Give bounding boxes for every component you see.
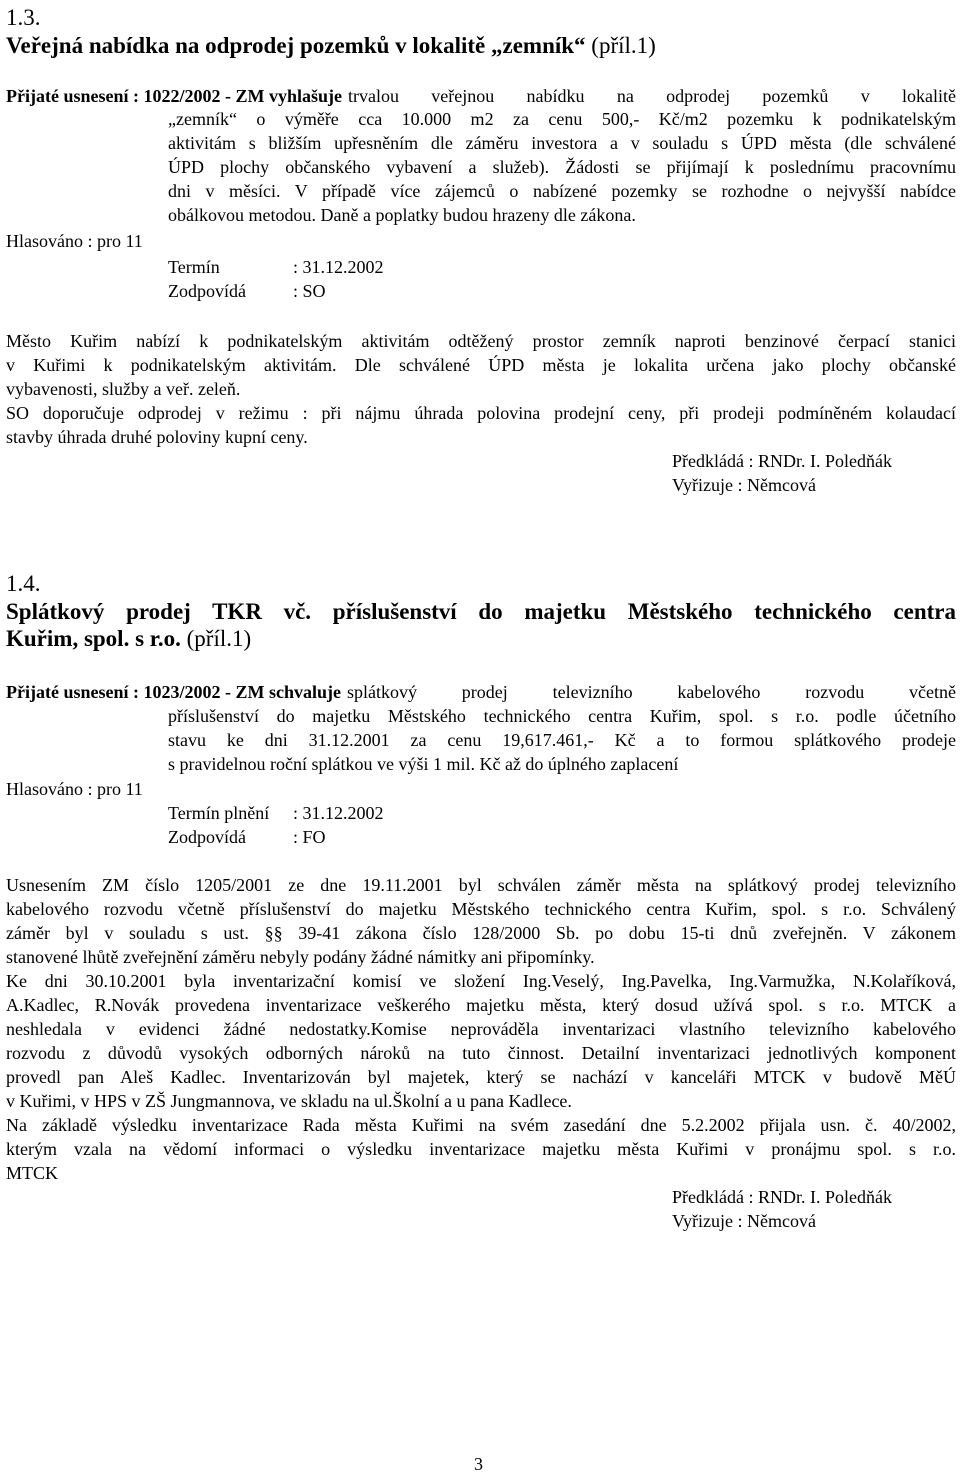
body-text: Usnesením ZM číslo 1205/2001 ze dne 19.11.2001 byl schválen záměr města na splátkový prodej televizního <box>6 875 956 895</box>
body-text: záměr byl v souladu s ust. §§ 39-41 zákona číslo 128/2000 Sb. po dobu 15-ti dnů zveřejněn. V zákonem <box>6 923 956 943</box>
deadline <box>168 802 384 824</box>
body-text: v Kuřimi, v HPS v ZŠ Jungmannova, ve skladu na ul.Školní a u pana Kadlece. <box>6 1091 572 1111</box>
deadline <box>168 256 384 278</box>
resolution-text: trvalou veřejnou nabídku na odprodej pozemků v lokalitě <box>347 86 956 106</box>
handled-by: Vyřizuje : Němcová <box>672 475 816 495</box>
section-title-text: Veřejná nabídka na odprodej pozemků v lokalitě „zemník“ <box>6 33 586 58</box>
resolution-line <box>6 85 956 107</box>
body-text: kterým vzala na vědomí informaci o výsledku inventarizace majetku města Kuřimi v pronájmu spol. s r.o. <box>6 1139 956 1159</box>
body-text: stanovené lhůtě zveřejnění záměru nebyly podány žádné námitky ani připomínky. <box>6 947 595 967</box>
vote-result: Hlasováno : pro 11 <box>6 231 143 251</box>
resolution-text: stavu ke dni 31.12.2001 za cenu 19,617.461,- Kč a to formou splátkového prodeje <box>168 730 956 750</box>
deadline-label: Termín plnění <box>168 803 270 823</box>
body-text: A.Kadlec, R.Novák provedena inventarizace veškerého majetku města, který dosud užívá spol. s r.o. MTCK a <box>6 995 956 1015</box>
body-text: stavby úhrada druhé poloviny kupní ceny. <box>6 427 308 447</box>
body-text: v Kuřimi k podnikatelským aktivitám. Dle schválené ÚPD města je lokalita určena jako plochy občanské <box>6 355 956 375</box>
resolution-label: Přijaté usnesení : 1023/2002 - ZM schvaluje <box>6 682 341 702</box>
resolution-text: aktivitám s bližším upřesněním dle záměru investora a v souladu s ÚPD města (dle schválené <box>168 133 956 153</box>
resolution-text: ÚPD plochy občanského vybavení a služeb). Žádosti se přijímají k poslednímu pracovnímu <box>168 157 956 177</box>
resolution-text: splátkový prodej televizního kabelového rozvodu včetně <box>346 682 956 702</box>
resolution-text: „zemník“ o výměře cca 10.000 m2 za cenu 500,- Kč/m2 pozemku k podnikatelským <box>168 109 956 129</box>
body-text: MTCK <box>6 1163 59 1183</box>
responsible-label: Zodpovídá <box>168 281 246 301</box>
resolution-text: obálkovou metodou. Daně a poplatky budou hrazeny dle zákona. <box>168 205 636 225</box>
body-text: kabelového rozvodu včetně příslušenství do majetku Městského technického centra Kuřim, spol. s r.o. Schválený <box>6 899 956 919</box>
attachment-ref: (příl.1) <box>186 626 252 651</box>
vote-result: Hlasováno : pro 11 <box>6 779 143 799</box>
handled-by: Vyřizuje : Němcová <box>672 1211 816 1231</box>
page-number: 3 <box>474 1454 483 1474</box>
attachment-ref: (příl.1) <box>591 33 656 58</box>
resolution-text: s pravidelnou roční splátkou ve výši 1 mil. Kč až do úplného zaplacení <box>168 754 679 774</box>
responsible-value: : SO <box>293 281 326 301</box>
resolution-line <box>6 681 956 703</box>
body-text: Ke dni 30.10.2001 byla inventarizační komisí ve složení Ing.Veselý, Ing.Pavelka, Ing.Varmužka, N.Kolaříková, <box>6 971 956 991</box>
section-title <box>6 625 251 653</box>
body-text: Město Kuřim nabízí k podnikatelským aktivitám odtěžený prostor zemník naproti benzinové čerpací stanici <box>6 331 956 351</box>
section-title-text: Splátkový prodej TKR vč. příslušenství do majetku Městského technického centra <box>6 599 956 624</box>
resolution-label: Přijaté usnesení : 1022/2002 - ZM vyhlašuje <box>6 86 342 106</box>
section-number: 1.3. <box>6 5 41 30</box>
body-text: provedl pan Aleš Kadlec. Inventarizován byl majetek, který se nachází v kanceláři MTCK v budově MěÚ <box>6 1067 956 1087</box>
presented-by: Předkládá : RNDr. I. Poledňák <box>672 1187 892 1207</box>
body-text: neshledala v evidenci žádné nedostatky.Komise neprováděla inventarizaci vlastního televizního kabelového <box>6 1019 956 1039</box>
resolution-text: dni v měsíci. V případě více zájemců o nabízené pozemky se rozhodne o nejvyšší nabídce <box>168 181 956 201</box>
deadline-value: : 31.12.2002 <box>293 803 384 823</box>
section-number: 1.4. <box>6 571 41 596</box>
body-text: vybavenosti, služby a veř. zeleň. <box>6 379 241 399</box>
deadline-label: Termín <box>168 257 220 277</box>
responsible-label: Zodpovídá <box>168 827 246 847</box>
body-text: SO doporučuje odprodej v režimu : při nájmu úhrada polovina prodejní ceny, při prodeji podmíněném kolaudací <box>6 403 956 423</box>
responsible <box>168 280 326 302</box>
deadline-value: : 31.12.2002 <box>293 257 384 277</box>
resolution-text: příslušenství do majetku Městského technického centra Kuřim, spol. s r.o. podle účetního <box>168 706 956 726</box>
section-title-text: Kuřim, spol. s r.o. <box>6 626 181 651</box>
section-title <box>6 32 656 60</box>
responsible-value: : FO <box>293 827 326 847</box>
presented-by: Předkládá : RNDr. I. Poledňák <box>672 451 892 471</box>
body-text: rozvodu z důvodů vysokých odborných nároků na tuto činnost. Detailní inventarizaci jednotlivých komponent <box>6 1043 956 1063</box>
responsible <box>168 826 326 848</box>
body-text: Na základě výsledku inventarizace Rada města Kuřimi na svém zasedání dne 5.2.2002 přijala usn. č. 40/2002, <box>6 1115 956 1135</box>
